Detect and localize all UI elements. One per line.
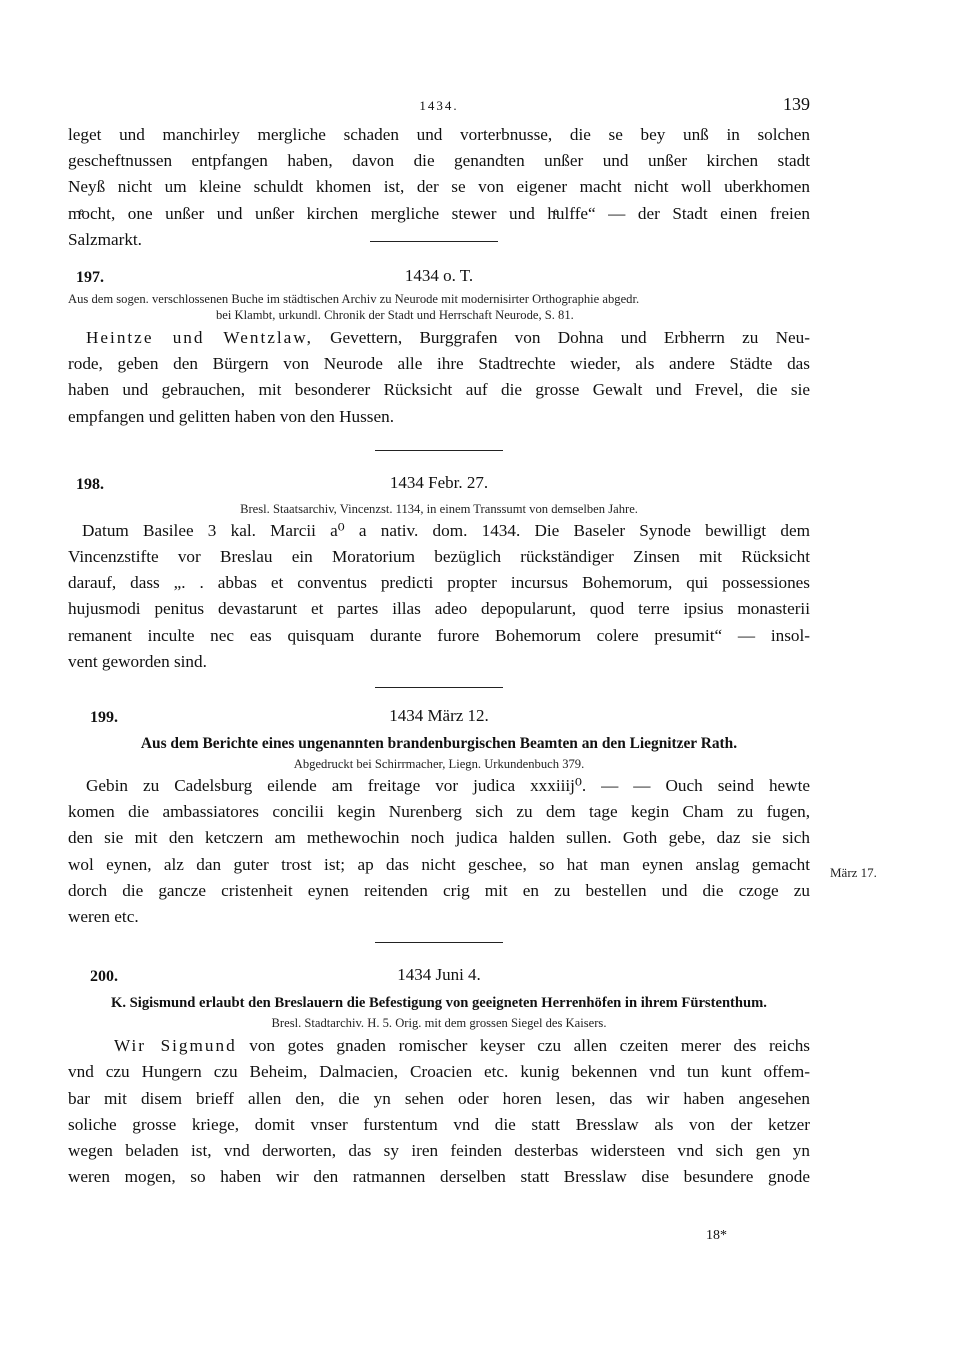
document-heading-200 bbox=[68, 965, 810, 991]
document-number: 200. bbox=[90, 968, 118, 986]
document-date: 1434 o. T. bbox=[404, 266, 474, 286]
section-divider bbox=[375, 687, 503, 688]
document-text-200 bbox=[68, 1033, 810, 1190]
page-number: 139 bbox=[783, 94, 810, 114]
running-header bbox=[68, 92, 810, 120]
document-text-199 bbox=[68, 773, 810, 930]
text-line: remanent inculte nec eas quisquam durante furore Bohemorum colere presumit“ — insol- bbox=[68, 625, 810, 645]
text-line: dorch die gancze cristenheit eynen reitenden crig mit en zu bestellen und die czoge zu bbox=[68, 880, 810, 900]
continuation-text bbox=[68, 122, 810, 253]
text-line: rode, geben den Bürgern von Neurode alle ihre Stadtrechte wieder, als andere Städte das bbox=[68, 354, 810, 374]
text-line: gescheftnussen entpfangen haben, davon die genandten unßer und unßer kirchen stadt bbox=[68, 151, 810, 171]
page bbox=[68, 92, 810, 1190]
document-number: 197. bbox=[76, 269, 104, 287]
text-line: bar mit disem brieff allen den, die yn sehen oder horen lesen, das wir haben angesehen bbox=[68, 1088, 810, 1108]
text-line: hujusmodi penitus devastarunt et partes illas adeo depopularunt, quod terre ipsius monasterii bbox=[68, 599, 810, 619]
section-divider bbox=[375, 450, 503, 451]
text-line: Datum Basilee 3 kal. Marcii a⁰ a nativ. dom. 1434. Die Baseler Synode bewilligt dem bbox=[82, 520, 810, 540]
text-line: Gebin zu Cadelsburg eilende am freitage vor judica xxxiiij⁰. — — Ouch seind hewte bbox=[86, 776, 810, 796]
source-note bbox=[68, 291, 810, 323]
section-divider bbox=[370, 241, 498, 242]
text-line: wegen beladen ist, vnd derworten, das sy iren feinden desterbas widersteen vnd sich gen yn bbox=[68, 1141, 810, 1161]
text-line: Neyß nicht um kleine schuldt khomen ist, der se von eigener macht nicht woll uberkhomen bbox=[68, 177, 810, 197]
text-line: komen die ambassiatores concilii kegin Nurenberg sich zu dem tage kegin Cham zu fugen, bbox=[68, 802, 810, 822]
document-heading-198 bbox=[68, 473, 810, 499]
text-line: weren mogen, so haben wir den ratmannen derselben statt Bresslaw dise besundere gnode bbox=[68, 1167, 810, 1187]
text-line: soliche grosse kriege, domit vnser furstentum vnd die statt Bresslaw als von der ketzer bbox=[68, 1114, 810, 1134]
text-line: den sie mit den ketczern am methewochin noch judica halden sullen. Goth gebe, daz sie sich bbox=[68, 828, 810, 848]
text-line: haben und gebrauchen, mit besonderer Rücksicht auf die grosse Gewalt und Frevel, die sie bbox=[68, 380, 810, 400]
text-line: vent geworden sind. bbox=[68, 651, 207, 671]
text-line bbox=[68, 1033, 810, 1059]
text-line: darauf, dass „. . abbas et conventus predicti propter incursus Bohemorum, qui possessiones bbox=[68, 573, 810, 593]
document-number: 199. bbox=[90, 709, 118, 727]
document-text-198 bbox=[68, 518, 810, 675]
section-divider bbox=[375, 942, 503, 943]
document-text-197 bbox=[68, 325, 810, 430]
source-line: bei Klambt, urkundl. Chronik der Stadt und Herrschaft Neurode, S. 81. bbox=[216, 308, 574, 323]
text-line: mͤocht, one unßer und unßer kirchen mergliche stewer und hͤulffe“ — der Stadt einen freien bbox=[68, 203, 810, 223]
text-line: leget und manchirley mergliche schaden und vorterbnusse, die se bey unß in solchen bbox=[68, 125, 810, 144]
source-note: Abgedruckt bei Schirrmacher, Liegn. Urkundenbuch 379. bbox=[293, 757, 585, 772]
document-heading-199 bbox=[68, 706, 810, 732]
document-heading-197 bbox=[68, 266, 810, 292]
document-date: 1434 Juni 4. bbox=[397, 965, 481, 985]
text-span: Gevettern, Burggrafen von Dohna und Erbherrn zu Neu- bbox=[312, 328, 810, 348]
text-line bbox=[68, 325, 810, 351]
sheet-signature: 18* bbox=[706, 1228, 727, 1243]
regest: K. Sigismund erlaubt den Breslauern die Befestigung von geeigneten Herrenhöfen in ihrem Fürstenthum. bbox=[111, 995, 767, 1012]
text-line: weren etc. bbox=[68, 907, 139, 927]
source-note: Bresl. Staatsarchiv, Vincenzst. 1134, in einem Transsumt von demselben Jahre. bbox=[240, 501, 638, 516]
document-date: 1434 Febr. 27. bbox=[389, 472, 489, 492]
margin-note: März 17. bbox=[830, 865, 877, 880]
name-lead: Wir Sigmund bbox=[114, 1036, 237, 1056]
names-lead: Heintze und Wentzlaw, bbox=[86, 328, 313, 348]
source-note: Bresl. Stadtarchiv. H. 5. Orig. mit dem grossen Siegel des Kaisers. bbox=[271, 1016, 607, 1031]
text-line: vnd czu Hungern czu Beheim, Dalmacien, Croacien etc. kunig bekennen vnd tun kunt offem- bbox=[68, 1062, 810, 1082]
document-date: 1434 März 12. bbox=[389, 706, 489, 726]
text-line: Salzmarkt. bbox=[68, 229, 142, 249]
document-number: 198. bbox=[76, 475, 104, 493]
source-line: Aus dem sogen. verschlossenen Buche im städtischen Archiv zu Neurode mit modernisirter Orthographie abgedr. bbox=[68, 292, 640, 307]
text-line: empfangen und gelitten haben von den Hussen. bbox=[68, 406, 395, 426]
text-span: von gotes gnaden romischer keyser czu allen czeiten merer des reichs bbox=[236, 1036, 810, 1056]
text-line: Vincenzstifte vor Breslau ein Moratorium bezüglich rückständiger Zinsen mit Rücksicht bbox=[68, 547, 810, 567]
header-year: 1434. bbox=[419, 98, 459, 113]
text-line: wol eynen, alz dan guter trost ist; ap das nicht geschee, so hat man eynen anslag gemacht bbox=[68, 854, 810, 874]
regest: Aus dem Berichte eines ungenannten brandenburgischen Beamten an den Liegnitzer Rath. bbox=[140, 735, 738, 753]
